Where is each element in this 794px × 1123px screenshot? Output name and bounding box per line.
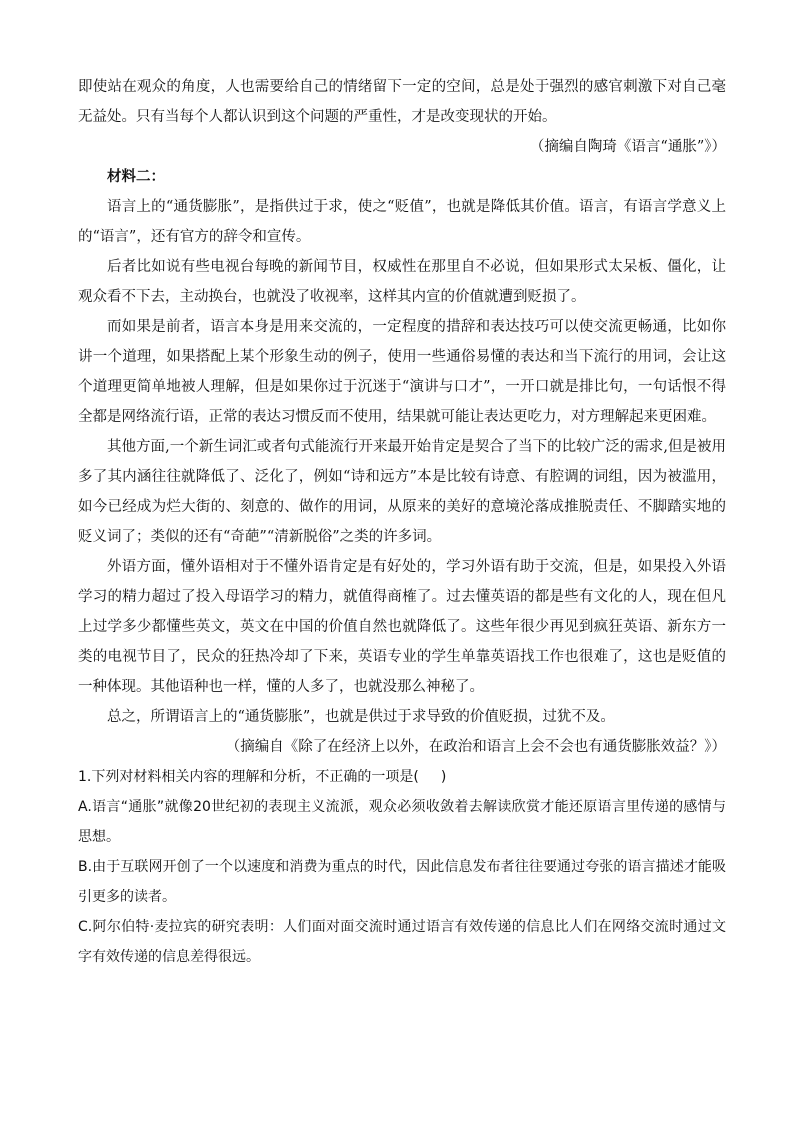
material-one-tail-paragraph: 即使站在观众的角度，人也需要给自己的情绪留下一定的空间，总是处于强烈的感官刺激下对自己毫无益处。只有当每个人都认识到这个问题的严重性，才是改变现状的开始。 xyxy=(78,79,726,125)
material-one-source: （摘编自陶琦《语言“通胀”》） xyxy=(529,139,726,155)
material-two-paragraph: 而如果是前者，语言本身是用来交流的，一定程度的措辞和表达技巧可以使交流更畅通，比如你讲一个道理，如果搭配上某个形象生动的例子，使用一些通俗易懂的表达和当下流行的用词，会让这个道理更简单地被人理解，但是如果你过于沉迷于“演讲与口才”，一开口就是排比句，一句话恨不得全都是网络流行语，正常的表达习惯反而不使用，结果就可能让表达更吃力，对方理解起来更困难。 xyxy=(78,319,726,425)
option-b: B.由于互联网开创了一个以速度和消费为重点的时代，因此信息发布者往往要通过夸张的语言描述才能吸引更多的读者。 xyxy=(78,859,726,905)
option-c: C.阿尔伯特·麦拉宾的研究表明：人们面对面交流时通过语言有效传递的信息比人们在网络交流时通过文字有效传递的信息差得很远。 xyxy=(78,919,726,965)
question-stem-text: 1.下列对材料相关内容的理解和分析，不正确的一项是( xyxy=(78,769,419,785)
option-a: A.语言“通胀”就像20世纪初的表现主义流派，观众必须收敛着去解读欣赏才能还原语言里传递的感情与思想。 xyxy=(78,799,726,845)
material-two-paragraph: 语言上的“通货膨胀”，是指供过于求，使之“贬值”，也就是降低其价值。语言，有语言学意义上的“语言”，还有官方的辞令和宣传。 xyxy=(78,199,726,245)
document-page xyxy=(78,72,726,972)
material-two-paragraph: 后者比如说有些电视台每晚的新闻节目，权威性在那里自不必说，但如果形式太呆板、僵化，让观众看不下去，主动换台，也就没了收视率，这样其内宣的价值就遭到贬损了。 xyxy=(78,259,726,305)
material-two-paragraph: 外语方面，懂外语相对于不懂外语肯定是有好处的，学习外语有助于交流，但是，如果投入外语学习的精力超过了投入母语学习的精力，就值得商榷了。过去懂英语的都是些有文化的人，现在但凡上过学多少都懂些英文，英文在中国的价值自然也就降低了。这些年很少再见到疯狂英语、新东方一类的电视节目了，民众的狂热冷却了下来，英语专业的学生单靠英语找工作也很难了，这也是贬值的一种体现。其他语种也一样，懂的人多了，也就没那么神秘了。 xyxy=(78,559,726,695)
material-two-paragraph: 其他方面,一个新生词汇或者句式能流行开来最开始肯定是契合了当下的比较广泛的需求,但是被用多了其内涵往往就降低了、泛化了，例如“诗和远方”本是比较有诗意、有腔调的词组，因为被滥用，如今已经成为烂大街的、刻意的、做作的用词，从原来的美好的意境沦落成推脱责任、不脚踏实地的贬义词了；类似的还有“奇葩”“清新脱俗”之类的许多词。 xyxy=(78,439,726,545)
material-two-heading: 材料二： xyxy=(107,168,165,185)
material-two-paragraph: 总之，所谓语言上的“通货膨胀”，也就是供过于求导致的价值贬损，过犹不及。 xyxy=(107,709,615,725)
question-stem xyxy=(78,762,726,792)
question-stem-close: ) xyxy=(440,769,447,785)
material-two-source: （摘编自《除了在经济上以外，在政治和语言上会不会也有通货膨胀效益？》） xyxy=(225,739,726,755)
